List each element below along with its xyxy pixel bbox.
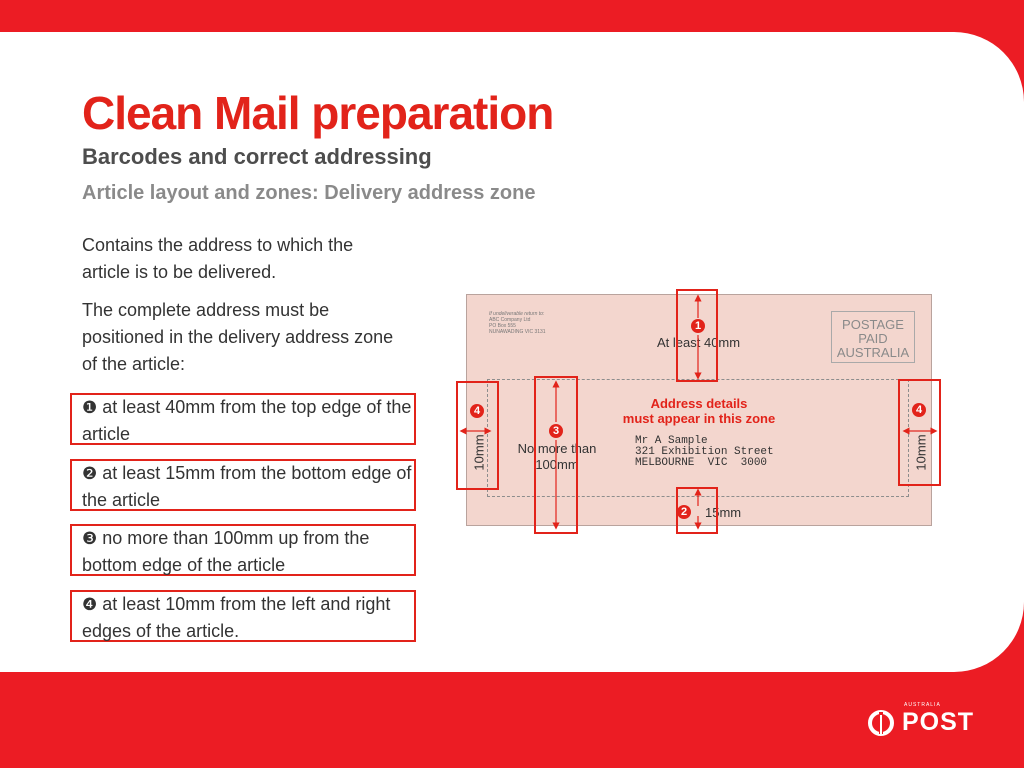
logo-text: POST xyxy=(902,708,975,736)
marker-3-icon: ❸ xyxy=(82,529,98,548)
marker-1-icon: 1 xyxy=(691,319,705,333)
page-title: Clean Mail preparation xyxy=(82,87,554,139)
postage-paid-stamp: POSTAGE PAID AUSTRALIA xyxy=(831,311,915,363)
marker-3-icon: 3 xyxy=(549,424,563,438)
australia-post-logo xyxy=(868,702,978,740)
post-logo-icon xyxy=(868,710,898,740)
rule-text: at least 40mm from the top edge of the article xyxy=(82,397,412,444)
label-15mm: 15mm xyxy=(705,505,742,520)
sample-address: Mr A Sample 321 Exhibition Street MELBOURNE VIC 3000 xyxy=(635,435,774,469)
label-left-10mm: 10mm xyxy=(471,434,487,471)
marker-1-icon: ❶ xyxy=(82,398,98,417)
page-subtitle: Barcodes and correct addressing xyxy=(82,144,432,169)
marker-4-icon: 4 xyxy=(470,404,484,418)
rule-text: no more than 100mm up from the bottom edge of the article xyxy=(82,528,370,575)
marker-4-icon: ❹ xyxy=(82,595,98,614)
label-100mm: No more than 100mm xyxy=(517,441,597,472)
return-address: If undeliverable return to: ABC Company Ltd PO Box 555 NUNAWADING VIC 3131 xyxy=(489,311,546,335)
marker-4-icon: 4 xyxy=(912,403,926,417)
label-right-10mm: 10mm xyxy=(913,434,929,471)
marker-2-icon: 2 xyxy=(677,505,691,519)
position-paragraph: The complete address must be positioned in the delivery address zone of the article: xyxy=(82,300,394,374)
zone-heading: Address details must appear in this zone xyxy=(622,396,776,426)
label-40mm: At least 40mm xyxy=(657,335,741,350)
marker-2-icon: ❷ xyxy=(82,464,98,483)
section-heading: Article layout and zones: Delivery address zone xyxy=(82,182,536,204)
rule-text: at least 10mm from the left and right edges of the article. xyxy=(82,594,391,641)
intro-paragraph: Contains the address to which the article is to be delivered. xyxy=(82,235,354,282)
rule-text: at least 15mm from the bottom edge of the article xyxy=(82,463,412,510)
logo-small-text: AUSTRALIA xyxy=(904,702,941,708)
